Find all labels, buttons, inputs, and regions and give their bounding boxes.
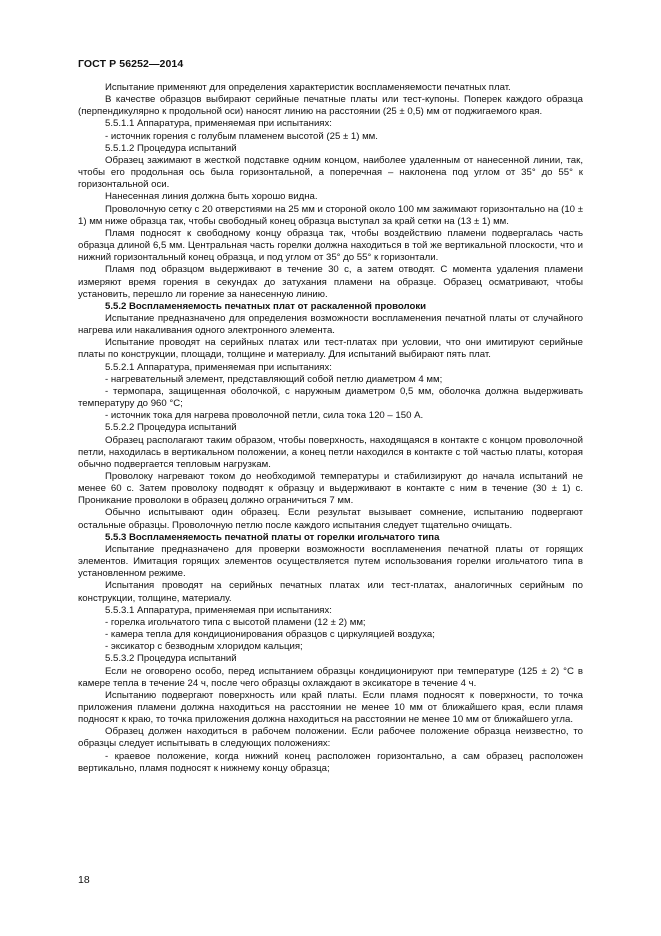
paragraph: - термопара, защищенная оболочкой, с наружным диаметром 0,5 мм, оболочка должна выдерживать температуру до 960 °С; (78, 385, 583, 410)
paragraph: Пламя подносят к свободному концу образца так, чтобы воздействию пламени подвергалась часть образца длиной 6,5 мм. Центральная часть горелки должна находиться в той же вертикальной плоскости, что и нижний горизонтальный конец образца, и под углом от 35° до 55° к горизонтали. (78, 227, 583, 264)
paragraph: В качестве образцов выбирают серийные печатные платы или тест-купоны. Поперек каждого образца (перпендикулярно к продольной оси) наносят линию на расстоянии (25 ± 0,5) мм от поджигаемого края. (78, 94, 583, 118)
paragraph: - краевое положение, когда нижний конец расположен горизонтально, а сам образец расположен вертикально, пламя подносят к нижнему концу образца; (78, 750, 583, 774)
paragraph: Проволочную сетку с 20 отверстиями на 25 мм и стороной около 100 мм зажимают горизонтально на (10 ± 1) мм ниже образца так, чтобы свободный конец образца выступал за край сетки на (13 ± 1) мм. (78, 203, 583, 227)
paragraph: Проволоку нагревают током до необходимой температуры и стабилизируют до начала испытаний не менее 60 с. Затем проволоку подводят к образцу и выдерживают в контакте с ним в течение (30 ± 1) с. Проникание проволоки в образец должно ограничиться 7 мм. (78, 471, 583, 507)
document-header: ГОСТ Р 56252—2014 (78, 58, 184, 70)
paragraph: - источник горения с голубым пламенем высотой (25 ± 1) мм. (105, 130, 378, 142)
paragraph: Если не оговорено особо, перед испытанием образцы кондиционируют при температуре (125 ± 2) °С в камере тепла в течение 24 ч, после чего образцы охлаждают в эксикаторе в течение 4 ч. (78, 665, 583, 689)
paragraph: Пламя под образцом выдерживают в течение 30 с, а затем отводят. С момента удаления пламени измеряют время горения в секундах до затухания пламени на образце. Образец осматривают, чтобы установить, перешло ли горение за нанесенную линию. (78, 264, 583, 300)
page-number: 18 (78, 874, 90, 886)
paragraph: 5.5.3.1 Аппаратура, применяемая при испытаниях: (105, 604, 332, 616)
section-heading: 5.5.3 Воспламеняемость печатной платы от горелки игольчатого типа (105, 531, 440, 543)
paragraph: Испытания проводят на серийных печатных платах или тест-платах, аналогичных серийным по конструкции, толщине, материалу. (78, 580, 583, 604)
paragraph: - нагревательный элемент, представляющий собой петлю диаметром 4 мм; (105, 373, 443, 385)
paragraph: Испытание проводят на серийных платах или тест-платах при условии, что они имитируют серийные платы по конструкции, площади, толщине и материалу. Для испытаний выбирают пять плат. (78, 337, 583, 361)
paragraph: Нанесенная линия должна быть хорошо видна. (105, 191, 318, 203)
paragraph: Испытание применяют для определения характеристик воспламеняемости печатных плат. (105, 82, 511, 93)
section-heading: 5.5.2 Воспламеняемость печатных плат от раскаленной проволоки (105, 300, 427, 312)
paragraph: - эксикатор с безводным хлоридом кальция; (105, 641, 303, 653)
paragraph: 5.5.2.1 Аппаратура, применяемая при испытаниях: (105, 361, 332, 373)
paragraph: 5.5.1.2 Процедура испытаний (105, 142, 237, 154)
paragraph: 5.5.1.1 Аппаратура, применяемая при испытаниях: (105, 118, 332, 130)
paragraph: Испытание предназначено для определения возможности воспламенения печатной платы от случайного нагрева или накаливания одного электронного элемента. (78, 312, 583, 337)
paragraph: - камера тепла для кондиционирования образцов с циркуляцией воздуха; (105, 629, 435, 641)
document-body (78, 82, 583, 775)
paragraph: Обычно испытывают один образец. Если результат вызывает сомнение, испытанию подвергают остальные образцы. Проволочную петлю после каждого испытания следует тщательно очищать. (78, 507, 583, 531)
paragraph: 5.5.2.2 Процедура испытаний (105, 422, 237, 434)
paragraph: Образец зажимают в жесткой подставке одним концом, наиболее удаленным от нанесенной линии, так, чтобы его продольная ось была горизонтальной, а поперечная – наклонена под углом от 35° до 55° к горизонтальной оси. (78, 154, 583, 191)
paragraph: Испытание предназначено для проверки возможности воспламенения печатной платы от горящих элементов. Имитация горящих элементов осуществляется путем использования горелки игольчатого типа в установленном режиме. (78, 543, 583, 580)
paragraph: Испытанию подвергают поверхность или край платы. Если пламя подносят к поверхности, то точка приложения пламени должна находиться на расстоянии не менее 10 мм от ближайшего края, если пламя подносят к краю, то точка приложения должна находиться на расстоянии не менее 10 мм от ближайшего угла. (78, 689, 583, 726)
paragraph: - источник тока для нагрева проволочной петли, сила тока 120 – 150 А. (105, 410, 424, 422)
paragraph: Образец располагают таким образом, чтобы поверхность, находящаяся в контакте с концом проволочной петли, находилась в вертикальном положении, а конец петли находился в контакте с той частью платы, которая обычно подвергается тепловым нагрузкам. (78, 434, 583, 470)
paragraph: Образец должен находиться в рабочем положении. Если рабочее положение образца неизвестно, то образцы следует испытывать в следующих положениях: (78, 726, 583, 750)
paragraph: - горелка игольчатого типа с высотой пламени (12 ± 2) мм; (105, 616, 366, 628)
paragraph: 5.5.3.2 Процедура испытаний (105, 653, 237, 665)
